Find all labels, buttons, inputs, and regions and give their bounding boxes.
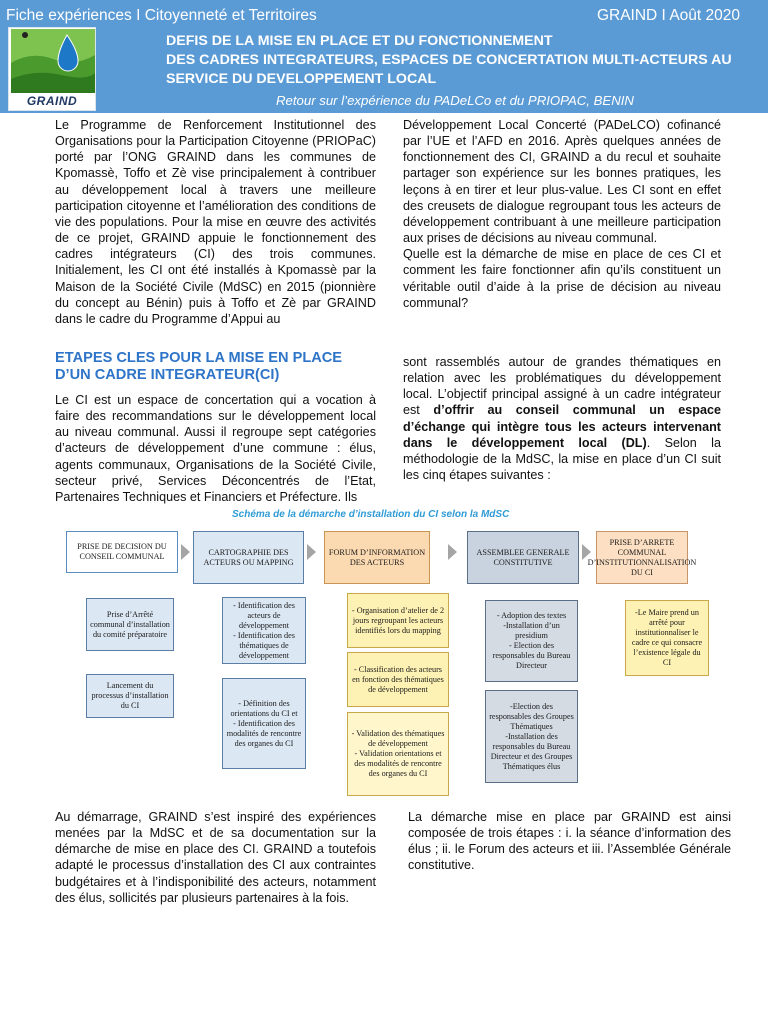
arrow-2 <box>307 544 316 560</box>
section-left-column <box>55 392 376 505</box>
step-4-sub-2b: -Installation des responsables du Bureau Directeur et des Groupes Thématiques élus <box>490 731 573 771</box>
step-4-sub-1 <box>485 600 578 682</box>
step-4-sub-1c: - Election des responsables du Bureau Directeur <box>492 641 571 670</box>
title-line-3: SERVICE DU DEVELOPPEMENT LOCAL <box>166 71 437 87</box>
section-right-text-a: sont rassemblés autour de grandes thématiques en relation avec les problématiques du développement local. L’objectif principal assigné à un cadre intégrateur est <box>403 355 721 418</box>
step-4-sub-1b: -Installation d’un presidium <box>503 621 560 640</box>
title-line-2: DES CADRES INTEGRATEURS, ESPACES DE CONCERTATION MULTI-ACTEURS AU <box>166 52 732 68</box>
step-1-sub-1: Prise d’Arrêté communal d’installation du comité préparatoire <box>86 598 174 651</box>
graind-logo <box>8 27 96 111</box>
conclusion-left-column <box>55 809 376 906</box>
section-right-column <box>403 354 721 483</box>
section-right-emphasis: d’offrir au conseil communal un espace d’échange qui intègre tous les acteurs intervenant dans le développement local (DL) <box>403 403 721 450</box>
step-3-sub-3 <box>347 712 449 796</box>
step-3-sub-2: - Classification des acteurs en fonction des thématiques de développement <box>347 652 449 707</box>
section-right-paragraph <box>403 354 721 483</box>
step-3-sub-3b: - Validation orientations et des modalités de rencontre des organes du CI <box>354 749 442 778</box>
step-4-box: ASSEMBLEE GENERALE CONSTITUTIVE <box>467 531 579 584</box>
conclusion-right-paragraph: La démarche mise en place par GRAIND est ainsi composée de trois étapes : i. la séance d’information des élus ; ii. le Forum des acteurs et iii. l’Assemblée Générale constitutive. <box>408 810 731 873</box>
step-1-sub-2: Lancement du processus d’installation du CI <box>86 674 174 718</box>
section-left-paragraph: Le CI est un espace de concertation qui a vocation à faire des recommandations sur le développement local au niveau communal. Aussi il regroupe sept catégories d’acteurs de développement d’une commune : élus, agents communaux, Organisations de la Société Civile, secteur privé, Services Déconcentrés de l’Etat, Partenaires Techniques et Financiers et Préfecture. Ils <box>55 393 376 504</box>
step-5-sub-1: -Le Maire prend un arrêté pour institutionnaliser le cadre ce qui consacre l’existence légale du CI <box>625 600 709 676</box>
header-series-label: Fiche expériences I Citoyenneté et Territoires <box>6 7 317 24</box>
diagram-caption: Schéma de la démarche d’installation du CI selon la MdSC <box>232 509 510 520</box>
step-2-sub-1a: - Identification des acteurs de développement <box>233 600 295 630</box>
conclusion-right-column <box>408 809 731 874</box>
landscape-drop-icon <box>11 29 95 93</box>
intro-right-column <box>403 117 721 311</box>
intro-left-column <box>55 117 376 327</box>
section-heading: ETAPES CLES POUR LA MISE EN PLACE D’UN CADRE INTEGRATEUR(CI) <box>55 350 343 383</box>
step-2-sub-2a: - Définition des orientations du CI et <box>230 698 298 718</box>
step-4-sub-1a: - Adoption des textes <box>496 611 567 620</box>
step-3-sub-3a: - Validation des thématiques de développement <box>351 729 445 748</box>
step-2-sub-1 <box>222 597 306 664</box>
step-2-sub-1b: - Identification des thématiques de développement <box>233 630 295 660</box>
step-2-box: CARTOGRAPHIE DES ACTEURS OU MAPPING <box>193 531 304 584</box>
intro-right-paragraph-2: Quelle est la démarche de mise en place de ces CI et comment les faire fonctionner afin qu’ils constituent un véritable outil d’aide à la prise de décision au niveau communal? <box>403 247 721 310</box>
header-band <box>0 0 768 113</box>
intro-right-paragraph-1: Développement Local Concerté (PADeLCO) cofinancé par l’UE et l’AFD en 2016. Après quelques années de fonctionnement des CI, GRAIND a du recul et souhaite partager son expérience sur les bonnes pratiques, les leçons à en tirer et leur plus-value. Les CI sont en effet des creusets de dialogue regroupant tous les acteurs de développement contribuant à une meilleure participation aux prises de décisions au niveau communal. <box>403 118 721 246</box>
step-1-box: PRISE DE DECISION DU CONSEIL COMMUNAL <box>66 531 178 573</box>
step-2-sub-2 <box>222 678 306 769</box>
arrow-3 <box>448 544 457 560</box>
conclusion-left-paragraph: Au démarrage, GRAIND s’est inspiré des expériences menées par la MdSC et de sa documentation sur la démarche de mise en place des CI. GRAIND a toutefois adapté le processus d’installation des CI aux contraintes budgétaires et à l’indisponibilité des acteurs, notamment des élus, sollicités par plusieurs partenaires à la fois. <box>55 810 376 905</box>
section-right-text-b: . Selon la méthodologie de la MdSC, la mise en place d’un CI suit les cinq étapes suivantes : <box>403 435 721 483</box>
page-subtitle: Retour sur l’expérience du PADeLCo et du PRIOPAC, BENIN <box>276 93 634 108</box>
title-line-1: DEFIS DE LA MISE EN PLACE ET DU FONCTIONNEMENT <box>166 33 553 49</box>
logo-wordmark: GRAIND <box>26 94 78 108</box>
step-2-sub-2b: - Identification des modalités de rencontre des organes du CI <box>226 718 302 748</box>
step-4-sub-2 <box>485 690 578 783</box>
step-3-sub-1: - Organisation d’atelier de 2 jours regroupant les acteurs identifiés lors du mapping <box>347 593 449 648</box>
step-5-box: PRISE D’ARRETE COMMUNAL D’INSTITUTIONNALISATION DU CI <box>596 531 688 584</box>
header-date-label: GRAIND I Août 2020 <box>596 7 740 24</box>
intro-left-paragraph: Le Programme de Renforcement Institutionnel des Organisations pour la Participation Citoyenne (PRIOPaC) porté par l’ONG GRAIND dans les communes de Kpomassè, Toffo et Zè vise principalement à contribuer au développement local à travers une meilleure participation citoyenne et l’amélioration des conditions de vie des populations. Pour la mise en œuvre des activités de ce projet, GRAIND appuie le fonctionnement des cadres intégrateurs (CI) des trois communes. Initialement, les CI ont été installés à Kpomassè par la Maison de la Société Civile (MdSC) en 2015 (pionnière du concept au Bénin) puis à Toffo et Zè par GRAIND dans le cadre du Programme d’Appui au <box>55 118 376 326</box>
step-3-box: FORUM D’INFORMATION DES ACTEURS <box>324 531 430 584</box>
step-4-sub-2a: -Election des responsables des Groupes Thématiques <box>489 701 574 731</box>
arrow-1 <box>181 544 190 560</box>
